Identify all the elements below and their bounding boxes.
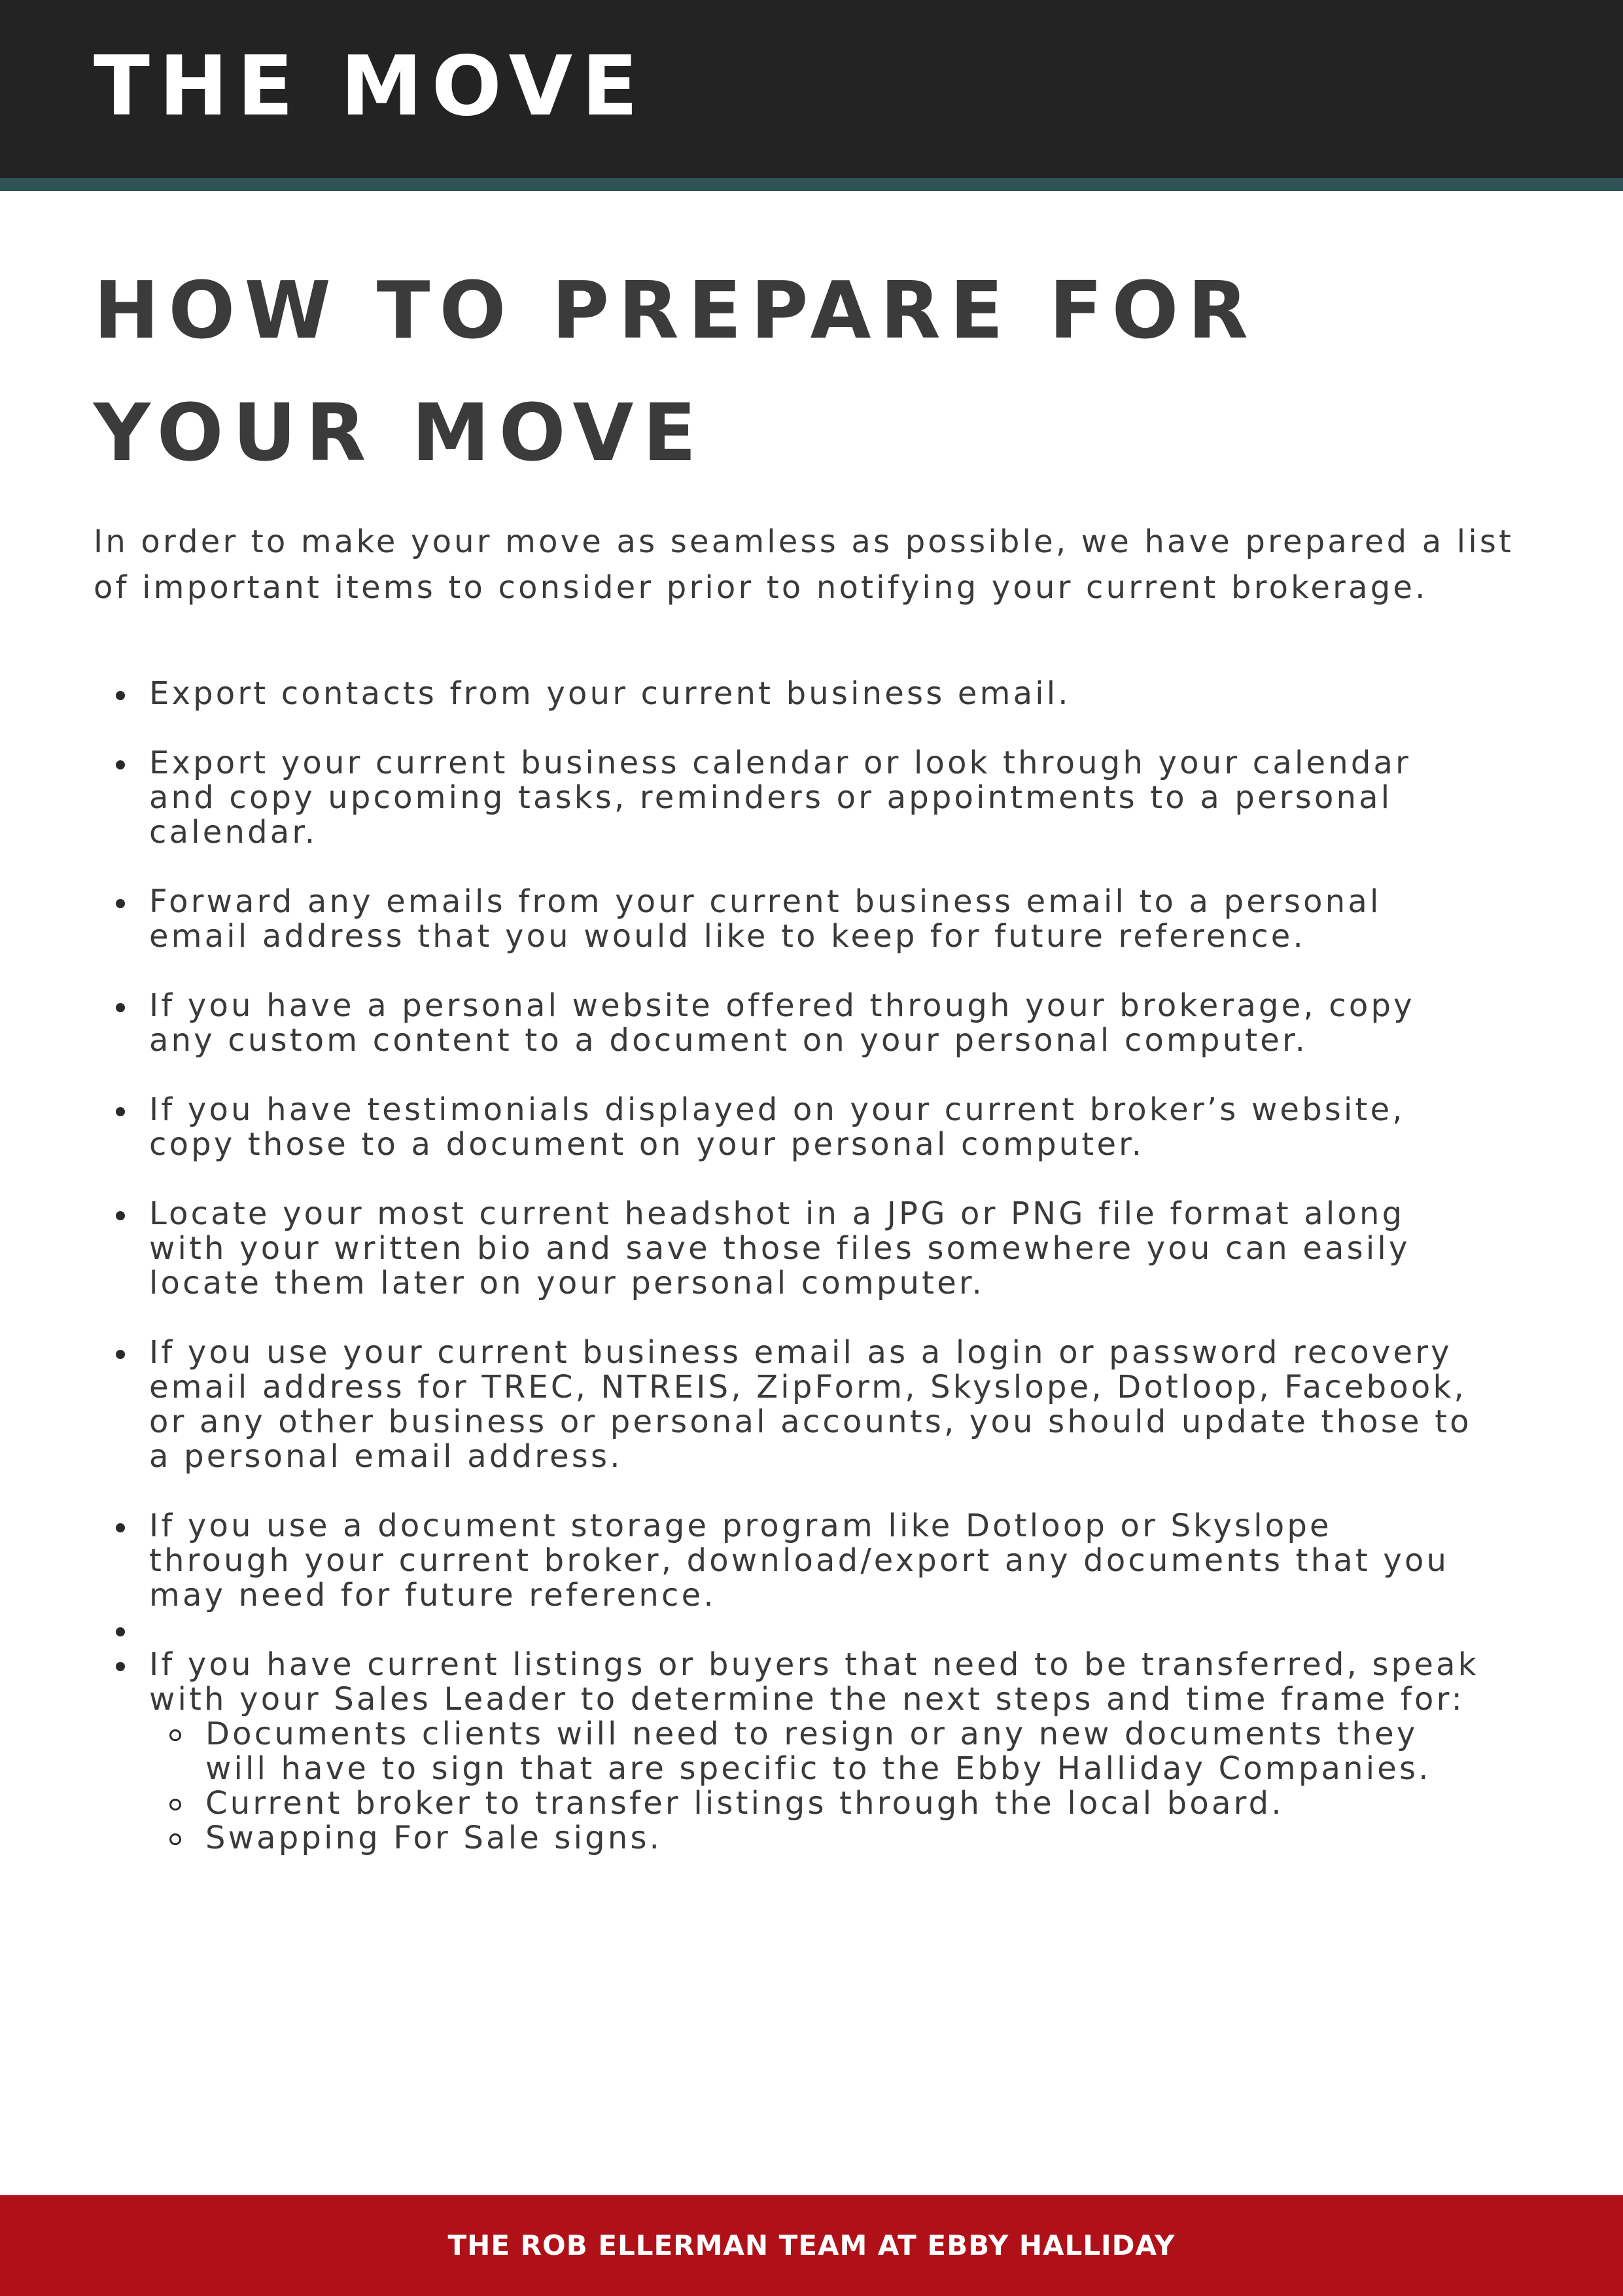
bullet-icon [116,1662,125,1671]
checklist-item [0,746,1623,850]
item-line: email address that you would like to keep for future reference. [149,918,1306,955]
item-line: with your written bio and save those files somewhere you can easily [149,1230,1410,1267]
checklist-item [0,1509,1623,1613]
item-line: Forward any emails from your current business email to a personal [149,883,1382,920]
item-line: If you have testimonials displayed on your current broker’s website, [149,1091,1405,1128]
circle-bullet-icon [169,1729,181,1741]
header-accent-stripe [0,178,1623,191]
bullet-icon [116,1627,125,1636]
item-line: with your Sales Leader to determine the next steps and time frame for: [149,1681,1465,1718]
checklist-item [0,1648,1623,1856]
circle-bullet-icon [169,1833,181,1845]
header-title: THE MOVE [94,38,648,134]
item-line: through your current broker, download/export any documents that you [149,1542,1450,1579]
checklist [0,677,1623,1890]
item-line: email address for TREC, NTREIS, ZipForm, Skyslope, Dotloop, Facebook, [149,1369,1467,1405]
bullet-icon [116,1107,125,1116]
intro-line: of important items to consider prior to notifying your current brokerage. [94,569,1428,606]
bullet-icon [116,1211,125,1220]
checklist-item [0,1335,1623,1474]
item-line: and copy upcoming tasks, reminders or appointments to a personal [149,779,1393,816]
checklist-item [0,989,1623,1058]
item-line: locate them later on your personal computer. [149,1265,985,1301]
subitem-line: Current broker to transfer listings through the local board. [205,1785,1284,1822]
item-line: If you have a personal website offered through your brokerage, copy [149,987,1415,1024]
item-line: any custom content to a document on your personal computer. [149,1022,1308,1059]
item-line: a personal email address. [149,1438,623,1475]
item-line: calendar. [149,814,318,851]
checklist-item [0,1197,1623,1301]
page-title [94,250,1565,495]
checklist-item [0,885,1623,954]
item-line: Export your current business calendar or look through your calendar [149,745,1412,781]
page-title-line: YOUR MOVE [94,388,706,479]
bullet-icon [116,760,125,769]
bullet-icon [116,1350,125,1359]
checklist-sublist [149,1717,1623,1856]
item-line: If you use a document storage program like Dotloop or Skyslope [149,1508,1332,1544]
bullet-icon [116,1523,125,1532]
item-line: copy those to a document on your personal computer. [149,1126,1145,1163]
item-line: If you use your current business email as a login or password recovery [149,1334,1452,1371]
item-line: may need for future reference. [149,1577,716,1614]
bullet-icon [116,899,125,908]
bullet-icon [116,1003,125,1012]
checklist-item [0,1093,1623,1162]
subitem-line: will have to sign that are specific to the Ebby Halliday Companies. [205,1750,1431,1787]
page-title-line: HOW TO PREPARE FOR [94,266,1257,357]
subitem-line: Swapping For Sale signs. [205,1820,663,1856]
item-line: If you have current listings or buyers that need to be transferred, speak [149,1646,1479,1683]
checklist-subitem [149,1821,1623,1856]
intro-paragraph [94,519,1598,610]
item-line: Locate your most current headshot in a JPG or PNG file format along [149,1195,1405,1232]
subitem-line: Documents clients will need to resign or any new documents they [205,1716,1418,1752]
checklist-item [0,677,1623,711]
item-line: Export contacts from your current business email. [149,675,1071,712]
item-line: or any other business or personal accounts, you should update those to [149,1404,1472,1440]
footer-text: THE ROB ELLERMAN TEAM AT EBBY HALLIDAY [447,2229,1176,2261]
intro-line: In order to make your move as seamless as possible, we have prepared a list [94,523,1514,560]
checklist-item-empty [0,1613,1623,1648]
bullet-icon [116,691,125,700]
footer-bar [0,2195,1623,2296]
checklist-subitem [149,1786,1623,1821]
circle-bullet-icon [169,1799,181,1810]
checklist-subitem [149,1717,1623,1786]
